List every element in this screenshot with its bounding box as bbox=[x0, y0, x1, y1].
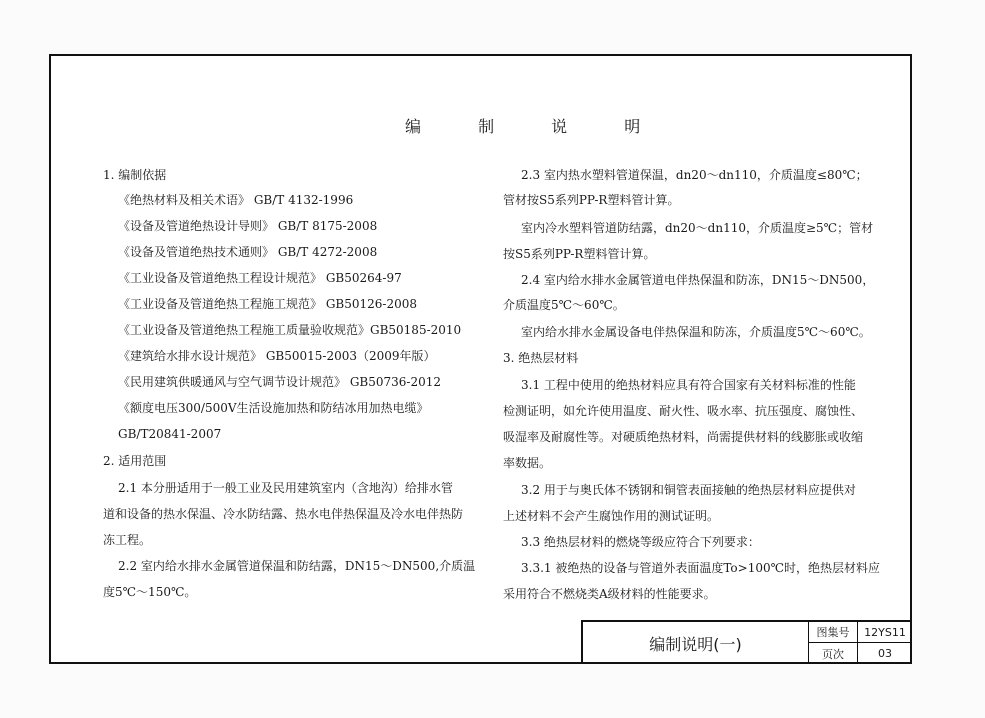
text-line: 上述材料不会产生腐蚀作用的测试证明。 bbox=[503, 509, 720, 523]
text-line: 《额度电压300/500V生活设施加热和防结冰用加热电缆》 bbox=[118, 401, 429, 415]
text-line: 3.3 绝热层材料的燃烧等级应符合下列要求： bbox=[521, 535, 760, 549]
atlas-number-value: 12YS11 bbox=[858, 622, 912, 643]
section-heading: 2. 适用范围 bbox=[103, 454, 167, 468]
page-number-value: 03 bbox=[878, 647, 892, 660]
text-line: 3.1 工程中使用的绝热材料应具有符合国家有关材料标准的性能 bbox=[521, 378, 856, 392]
text-line: 冻工程。 bbox=[103, 533, 152, 547]
page-title: 编 制 说 明 bbox=[405, 117, 667, 136]
text-line: 按S5系列PP-R塑料管计算。 bbox=[503, 247, 656, 261]
text-line: 《工业设备及管道绝热工程施工规范》 GB50126-2008 bbox=[118, 297, 417, 311]
text-line: 3.3.1 被绝热的设备与管道外表面温度To>100℃时，绝热层材料应 bbox=[521, 561, 881, 575]
text-line: 吸湿率及耐腐性等。对硬质绝热材料，尚需提供材料的线膨胀或收缩 bbox=[503, 430, 864, 444]
title-block bbox=[581, 620, 912, 664]
text-line: 介质温度5℃～60℃。 bbox=[503, 298, 625, 312]
text-line: 1. 编制依据 bbox=[103, 168, 167, 182]
atlas-number-label: 图集号 bbox=[809, 622, 858, 643]
text-line: 率数据。 bbox=[503, 456, 552, 470]
text-line: 2.2 室内给水排水金属管道保温和防结露，DN15～DN500,介质温 bbox=[118, 559, 476, 573]
text-line: 检测证明，如允许使用温度、耐火性、吸水率、抗压强度、腐蚀性、 bbox=[503, 404, 864, 418]
text-line: 《工业设备及管道绝热工程设计规范》 GB50264-97 bbox=[118, 271, 402, 285]
text-line: 《设备及管道绝热设计导则》 GB/T 8175-2008 bbox=[118, 219, 378, 233]
text-line: 《民用建筑供暖通风与空气调节设计规范》 GB50736-2012 bbox=[118, 375, 441, 389]
text-line: GB/T20841-2007 bbox=[118, 427, 222, 441]
text-line: 管材按S5系列PP-R塑料管计算。 bbox=[503, 193, 680, 207]
text-line: 《工业设备及管道绝热工程施工质量验收规范》GB50185-2010 bbox=[118, 323, 462, 337]
section-heading: 3. 绝热层材料 bbox=[503, 351, 579, 365]
text-line: 2.3 室内热水塑料管道保温，dn20～dn110，介质温度≤80℃； bbox=[521, 168, 868, 182]
sheet-name: 编制说明(一) bbox=[583, 622, 809, 664]
text-line: 2.1 本分册适用于一般工业及民用建筑室内（含地沟）给排水管 bbox=[118, 481, 453, 495]
text-line: 采用符合不燃烧类A级材料的性能要求。 bbox=[503, 587, 716, 601]
text-line: 《设备及管道绝热技术通则》 GB/T 4272-2008 bbox=[118, 245, 378, 259]
text-line: 《绝热材料及相关术语》 GB/T 4132-1996 bbox=[118, 193, 354, 207]
text-line: 度5℃～150℃。 bbox=[103, 585, 197, 599]
page-number-label: 页次 bbox=[809, 643, 858, 664]
text-line: 室内给水排水金属设备电伴热保温和防冻，介质温度5℃～60℃。 bbox=[521, 325, 871, 339]
text-line: 3.2 用于与奥氏体不锈钢和铜管表面接触的绝热层材料应提供对 bbox=[521, 483, 856, 497]
text-line: 道和设备的热水保温、冷水防结露、热水电伴热保温及冷水电伴热防 bbox=[103, 507, 464, 521]
text-line: 《建筑给水排水设计规范》 GB50015-2003（2009年版） bbox=[118, 349, 436, 363]
text-line: 2.4 室内给水排水金属管道电伴热保温和防冻，DN15～DN500， bbox=[521, 273, 875, 287]
text-line: 室内冷水塑料管道防结露，dn20～dn110，介质温度≥5℃；管材 bbox=[521, 221, 874, 235]
